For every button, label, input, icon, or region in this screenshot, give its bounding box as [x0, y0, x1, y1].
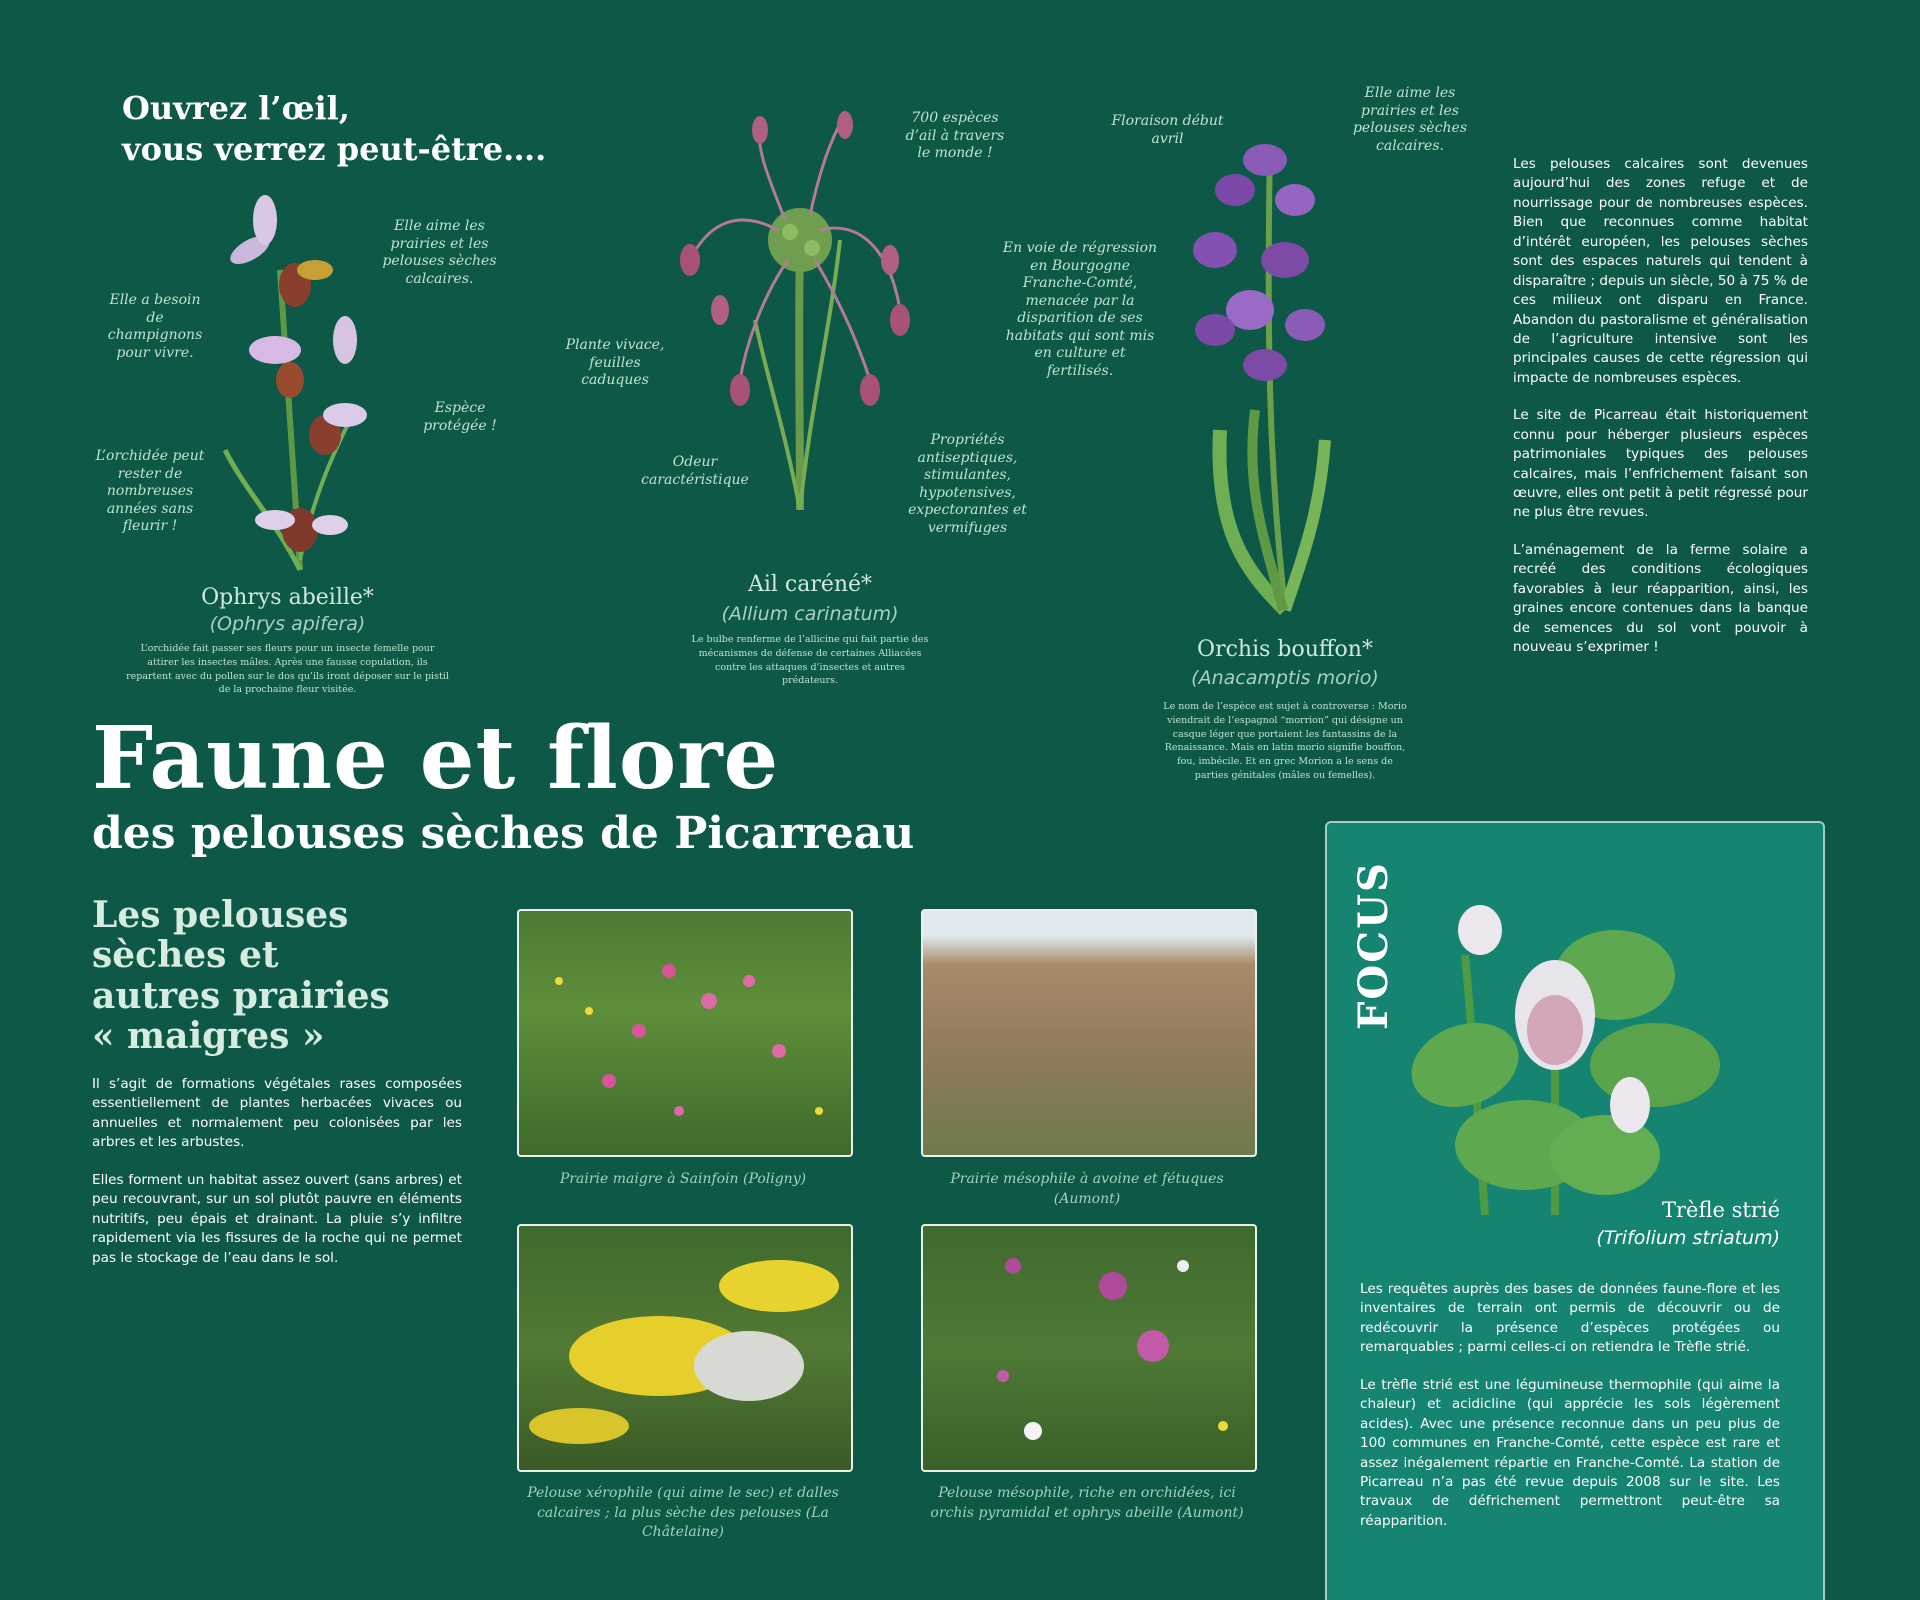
pelouses-text	[92, 1075, 462, 1268]
photo-pelouse-xerophile	[517, 1224, 853, 1472]
ail-illustration	[660, 110, 920, 510]
eye-title-line2: vous verrez peut-être….	[122, 129, 547, 168]
ophrys-note-prairies: Elle aime les prairies et les pelouses sèches calcaires.	[382, 218, 497, 287]
photo-caption-3: Pelouse xérophile (qui aime le sec) et dalles calcaires ; la plus sèche des pelouses (La Châtelaine)	[527, 1485, 839, 1541]
focus-paragraph-2: Le trèfle strié est une légumineuse thermophile (qui aime la chaleur) et acidicline (qui apprécie les sols légèrement acides). Avec une présence reconnue dans un peu plus de 100 communes en Franche-Comté, cette espèce est rare et assez inégalement répartie en Franche-Comté. La station de Picarreau n’a pas été revue depuis 2008 sur le site. Les travaux de défrichement permettront peut-être sa réapparition.	[1360, 1376, 1780, 1529]
orchis-note-flowering: Floraison début avril	[1111, 113, 1224, 147]
ail-name: Ail caréné*	[747, 572, 873, 597]
photo-prairie-avoine	[921, 909, 1257, 1157]
orchis-note-prairies: Elle aime les prairies et les pelouses sèches calcaires.	[1352, 85, 1468, 154]
intro-paragraph-3: L’aménagement de la ferme solaire a recréé des conditions écologiques favorables à leur réapparition, ainsi, les graines encore contenues dans la banque de semences du sol vont pouvoir à nouveau s’exprimer !	[1513, 541, 1808, 656]
focus-paragraph-1: Les requêtes auprès des bases de données faune-flore et les inventaires de terrain ont permis de découvrir ou de redécouvrir la présence d’espèces protégées ou remarquables ; parmi celles-ci on retiendra le Trèfle strié.	[1360, 1281, 1780, 1356]
intro-text	[1513, 155, 1808, 658]
ail-description: Le bulbe renferme de l’allicine qui fait partie des mécanismes de défense de certaines Alliacées contre les attaques d’insectes et autres prédateurs.	[691, 634, 929, 687]
page-subtitle: des pelouses sèches de Picarreau	[92, 808, 915, 859]
photo-caption-4: Pelouse mésophile, riche en orchidées, ici orchis pyramidal et ophrys abeille (Aumont)	[930, 1485, 1244, 1521]
ail-note-properties: Propriétés antiseptiques, stimulantes, hypotensives, expectorantes et vermifuges	[908, 432, 1027, 536]
page-title: Faune et flore	[92, 708, 780, 809]
pelouses-heading-line4: « maigres »	[92, 1014, 325, 1057]
intro-paragraph-1: Les pelouses calcaires sont devenues aujourd’hui des zones refuge et de nourrissage pour de nombreuses espèces. Bien que reconnues comme habitat d’intérêt européen, les pelouses sèches sont des espaces naturels qui tendent à disparaître ; depuis un siècle, 50 à 75 % de ces milieux ont disparu en France. Abandon du pastoralisme et généralisation de l’agriculture intensive sont les principales causes de cette régression qui impacte de nombreuses espèces.	[1513, 156, 1808, 386]
pelouses-heading-line3: autres prairies	[92, 974, 390, 1017]
pelouses-paragraph-1: Il s’agit de formations végétales rases composées essentiellement de plantes herbacées vivaces ou annuelles et normalement peu colonisées par les arbres et les arbustes.	[92, 1076, 462, 1151]
focus-species-latin: (Trifolium striatum)	[1596, 1227, 1780, 1249]
photo-caption-2: Prairie mésophile à avoine et fétuques (Aumont)	[950, 1171, 1224, 1207]
pelouses-paragraph-2: Elles forment un habitat assez ouvert (sans arbres) et peu recouvrant, sur un sol plutôt pauvre en éléments nutritifs, peu épais et drainant. La pluie s’y infiltre rapidement via les fissures de la roche qui ne permet pas le stockage de l’eau dans le sol.	[92, 1171, 462, 1266]
focus-species-name: Trèfle strié	[1662, 1198, 1780, 1222]
photo-caption-1: Prairie maigre à Sainfoin (Poligny)	[559, 1171, 807, 1187]
pelouses-heading-line2: sèches et	[92, 934, 279, 977]
ophrys-description: L’orchidée fait passer ses fleurs pour un insecte femelle pour attirer les insectes mâles. Après une fausse copulation, ils repartent avec du pollen sur le dos qu’ils iront déposer sur le pistil de la prochaine fleur visitée.	[126, 643, 449, 696]
ail-note-odor: Odeur caractéristique	[641, 454, 749, 488]
orchis-latin: (Anacamptis morio)	[1191, 667, 1379, 689]
photo-prairie-sainfoin-art	[519, 911, 851, 1155]
ophrys-note-protected: Espèce protégée !	[423, 400, 497, 434]
photo-prairie-sainfoin	[517, 909, 853, 1157]
photo-pelouse-mesophile-art	[923, 1226, 1255, 1470]
photo-pelouse-mesophile	[921, 1224, 1257, 1472]
trefle-illustration	[1405, 895, 1725, 1225]
ail-note-species: 700 espèces d’ail à travers le monde !	[905, 110, 1005, 161]
orchis-note-regression: En voie de régression en Bourgogne Franche-Comté, menacée par la disparition de ses habitats qui sont mis en culture et fertilisés.	[1002, 240, 1158, 379]
ophrys-note-fungi: Elle a besoin de champignons pour vivre.	[107, 292, 203, 361]
eye-title	[122, 88, 546, 170]
orchis-illustration	[1155, 110, 1335, 620]
photo-pelouse-xerophile-art	[519, 1226, 851, 1470]
ophrys-name: Ophrys abeille*	[201, 585, 374, 610]
ophrys-latin: (Ophrys apifera)	[209, 613, 366, 635]
eye-title-line1: Ouvrez l’œil,	[122, 89, 350, 127]
pelouses-heading-line1: Les pelouses	[92, 894, 349, 936]
orchis-description: Le nom de l’espèce est sujet à controverse : Morio viendrait de l’espagnol “morrion” qui désigne un casque léger que portaient les fantassins de la Renaissance. Mais en latin morio signifie bouffon, fou, imbécile. Et en grec Morion a le sens de parties génitales (mâles ou femelles).	[1163, 701, 1407, 781]
pelouses-heading	[92, 895, 492, 1056]
focus-label: FOCUS	[1350, 861, 1397, 1030]
orchis-name: Orchis bouffon*	[1197, 637, 1373, 662]
focus-text	[1360, 1280, 1780, 1531]
ail-note-perennial: Plante vivace, feuilles caduques	[565, 337, 665, 388]
ophrys-note-dormant: L’orchidée peut rester de nombreuses années sans fleurir !	[95, 448, 205, 534]
intro-paragraph-2: Le site de Picarreau était historiquement connu pour héberger plusieurs espèces patrimoniales typiques des pelouses calcaires, mais l’enfrichement faisant son œuvre, elles ont petit à petit régressé pour ne plus être revues.	[1513, 407, 1808, 521]
ail-latin: (Allium carinatum)	[721, 603, 899, 625]
